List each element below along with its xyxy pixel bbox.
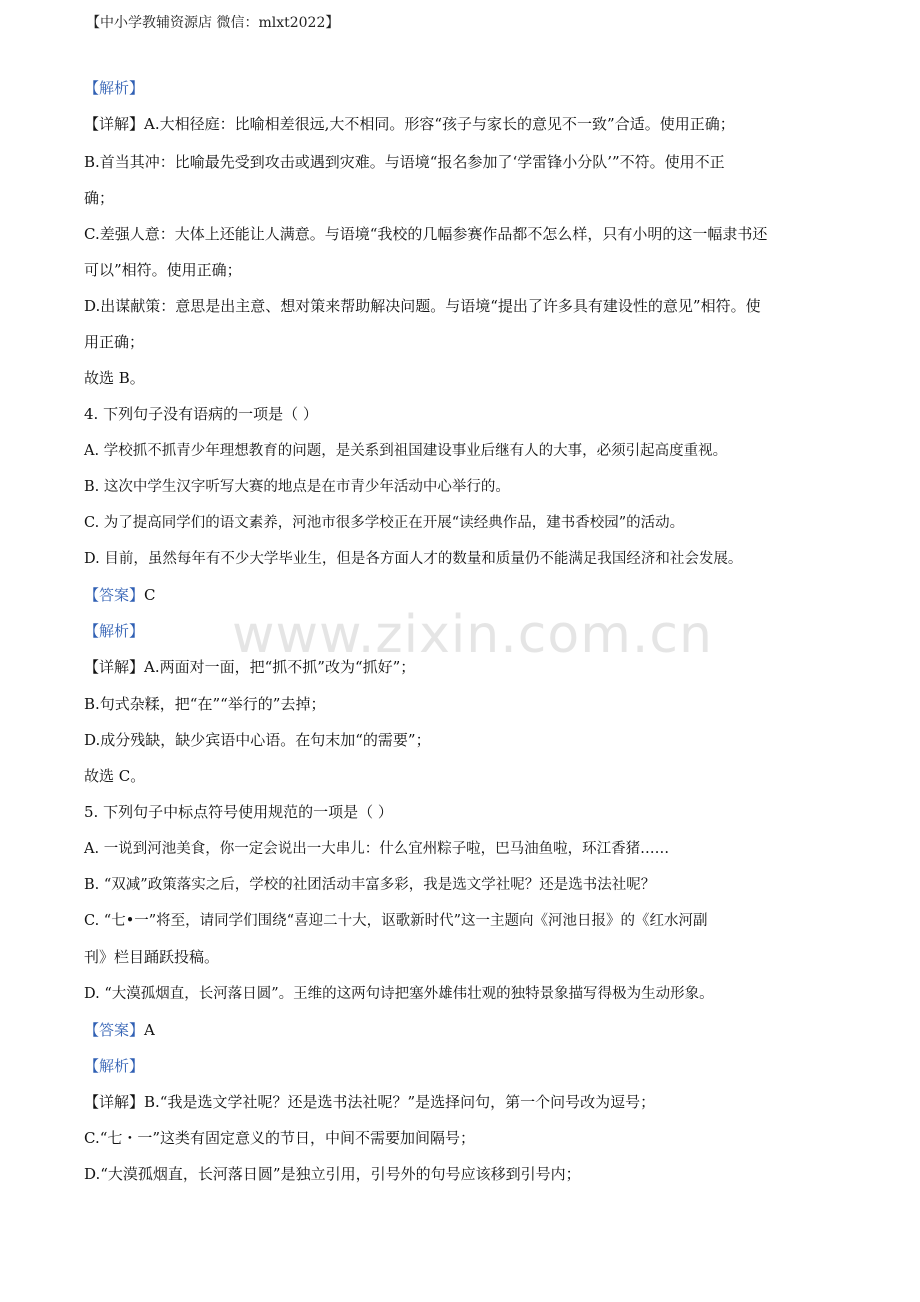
analysis-heading: 【解析】	[84, 622, 145, 640]
analysis-heading: 【解析】	[84, 1057, 145, 1075]
detail-line: 确；	[84, 189, 115, 207]
detail-line: B.首当其冲：比喻最先受到攻击或遇到灾难。与语境“报名参加了‘学雷锋小分队’”不符。使用不正	[84, 153, 725, 171]
watermark: www.zixin.com.cn	[232, 605, 713, 665]
answer-line	[84, 585, 156, 605]
detail-line: D.成分残缺，缺少宾语中心语。在句末加“的需要”；	[84, 731, 431, 749]
page-header: 【中小学教辅资源店 微信：mlxt2022】	[86, 15, 340, 31]
answer-label: 【答案】	[84, 1021, 145, 1039]
answer-line	[84, 1020, 155, 1040]
answer-label: 【答案】	[84, 586, 145, 604]
option-b: B. “双减”政策落实之后，学校的社团活动丰富多彩，我是选文学社呢？还是选书法社呢？	[84, 877, 656, 893]
question-4: 4. 下列句子没有语病的一项是（ ）	[84, 405, 318, 423]
option-b: B. 这次中学生汉字听写大赛的地点是在市青少年活动中心举行的。	[84, 479, 510, 495]
option-c: C. “七•一”将至，请同学们围绕“喜迎二十大，讴歌新时代”这一主题向《河池日报》的《红水河副	[84, 913, 708, 929]
question-5: 5. 下列句子中标点符号使用规范的一项是（ ）	[84, 803, 393, 821]
option-d: D. “大漠孤烟直，长河落日圆”。王维的这两句诗把塞外雄伟壮观的独特景象描写得极为生动形象。	[84, 986, 714, 1002]
conclusion-line: 故选 B。	[84, 369, 145, 387]
answer-value: A	[144, 1021, 155, 1039]
detail-line: D.出谋献策：意思是出主意、想对策来帮助解决问题。与语境“提出了许多具有建设性的意见”相符。使	[84, 297, 761, 315]
detail-line: B.句式杂糅，把“在”“举行的”去掉；	[84, 695, 326, 713]
option-c: C. 为了提高同学们的语文素养，河池市很多学校正在开展“读经典作品，建书香校园”的活动。	[84, 515, 685, 531]
detail-line: 【详解】A.两面对一面，把“抓不抓”改为“抓好”；	[84, 658, 416, 676]
detail-line: 可以”相符。使用正确；	[84, 261, 242, 279]
detail-line: C.差强人意：大体上还能让人满意。与语境“我校的几幅参赛作品都不怎么样，只有小明的这一幅隶书还	[84, 225, 768, 243]
conclusion-line: 故选 C。	[84, 767, 146, 785]
detail-line: 用正确；	[84, 333, 145, 351]
detail-line: 【详解】B.“我是选文学社呢？还是选书法社呢？”是选择问句，第一个问号改为逗号；	[84, 1093, 656, 1111]
option-d: D. 目前，虽然每年有不少大学毕业生，但是各方面人才的数量和质量仍不能满足我国经济和社会发展。	[84, 551, 743, 567]
analysis-heading: 【解析】	[84, 79, 145, 97]
option-c-continued: 刊》栏目踊跃投稿。	[84, 948, 220, 966]
option-a: A. 一说到河池美食，你一定会说出一大串儿：什么宜州粽子啦，巴马油鱼啦，环江香猪……	[84, 841, 670, 857]
answer-value: C	[144, 586, 156, 604]
option-a: A. 学校抓不抓青少年理想教育的问题，是关系到祖国建设事业后继有人的大事，必须引起高度重视。	[84, 443, 728, 459]
detail-line: C.“七・一”这类有固定意义的节日，中间不需要加间隔号；	[84, 1129, 476, 1147]
detail-line: 【详解】A.大相径庭：比喻相差很远,大不相同。形容“孩子与家长的意见不一致”合适。使用正确；	[84, 115, 735, 133]
detail-line: D.“大漠孤烟直，长河落日圆”是独立引用，引号外的句号应该移到引号内；	[84, 1165, 581, 1183]
